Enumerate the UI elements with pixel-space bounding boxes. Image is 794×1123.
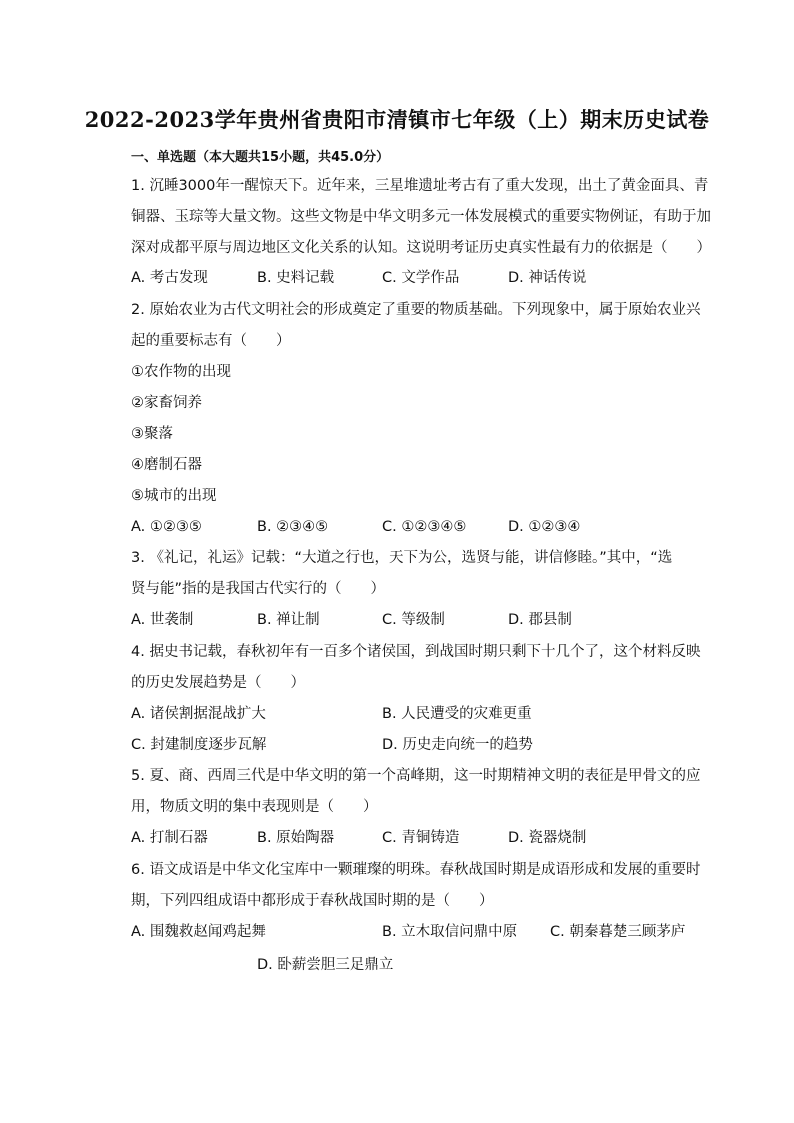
question-line: 6. 语文成语是中华文化宝库中一颗璀璨的明珠。春秋战国时期是成语形成和发展的重要时 <box>131 862 701 878</box>
question-line: 3. 《礼记，礼运》记载：“大道之行也，天下为公，选贤与能，讲信修睦。”其中，“选 <box>131 550 673 566</box>
question-line: ②家畜饲养 <box>131 395 202 411</box>
option-d[interactable]: D. 郡县制 <box>508 612 572 628</box>
question-line: 1. 沉睡3000年一醒惊天下。近年来，三星堆遗址考古有了重大发现，出土了黄金面具、青 <box>131 178 709 194</box>
option-a[interactable]: A. 围魏救赵闻鸡起舞 <box>131 924 266 940</box>
option-d[interactable]: D. ①②③④ <box>508 519 581 535</box>
option-c[interactable]: C. 等级制 <box>382 612 445 628</box>
option-a[interactable]: A. 诸侯割据混战扩大 <box>131 706 266 722</box>
option-c[interactable]: C. 朝秦暮楚三顾茅庐 <box>550 924 686 940</box>
option-a[interactable]: A. 打制石器 <box>131 830 208 846</box>
exam-title: 2022-2023学年贵州省贵阳市清镇市七年级（上）期末历史试卷 <box>84 107 710 132</box>
question-line: ①农作物的出现 <box>131 364 231 380</box>
option-c[interactable]: C. 青铜铸造 <box>382 830 460 846</box>
question-line: 期，下列四组成语中都形成于春秋战国时期的是（ ） <box>131 893 494 909</box>
option-c[interactable]: C. 文学作品 <box>382 270 460 286</box>
question-line: 深对成都平原与周边地区文化关系的认知。这说明考证历史真实性最有力的依据是（ ） <box>131 240 711 256</box>
question-line: 用，物质文明的集中表现则是（ ） <box>131 799 378 815</box>
question-line: 贤与能”指的是我国古代实行的（ ） <box>131 581 386 597</box>
option-d[interactable]: D. 瓷器烧制 <box>508 830 587 846</box>
option-d[interactable]: D. 历史走向统一的趋势 <box>382 737 533 753</box>
question-line: 的历史发展趋势是（ ） <box>131 675 305 691</box>
question-line: ④磨制石器 <box>131 457 202 473</box>
section-heading: 一、单选题（本大题共15小题，共45.0分） <box>131 150 390 165</box>
option-a[interactable]: A. 考古发现 <box>131 270 208 286</box>
option-c[interactable]: C. 封建制度逐步瓦解 <box>131 737 267 753</box>
question-line: 2. 原始农业为古代文明社会的形成奠定了重要的物质基础。下列现象中，属于原始农业兴 <box>131 302 701 318</box>
option-b[interactable]: B. 人民遭受的灾难更重 <box>382 706 532 722</box>
option-c[interactable]: C. ①②③④⑤ <box>382 519 467 535</box>
question-line: 铜器、玉琮等大量文物。这些文物是中华文明多元一体发展模式的重要实物例证，有助于加 <box>131 209 711 225</box>
option-b[interactable]: B. 立木取信问鼎中原 <box>382 924 518 940</box>
option-b[interactable]: B. 禅让制 <box>257 612 320 628</box>
option-b[interactable]: B. ②③④⑤ <box>257 519 329 535</box>
option-d[interactable]: D. 卧薪尝胆三足鼎立 <box>257 957 394 973</box>
question-line: 5. 夏、商、西周三代是中华文明的第一个高峰期，这一时期精神文明的表征是甲骨文的应 <box>131 768 701 784</box>
option-d[interactable]: D. 神话传说 <box>508 270 587 286</box>
question-line: ③聚落 <box>131 426 173 442</box>
option-b[interactable]: B. 史料记载 <box>257 270 335 286</box>
option-a[interactable]: A. 世袭制 <box>131 612 194 628</box>
option-b[interactable]: B. 原始陶器 <box>257 830 335 846</box>
question-line: ⑤城市的出现 <box>131 488 217 504</box>
question-line: 起的重要标志有（ ） <box>131 333 291 349</box>
option-a[interactable]: A. ①②③⑤ <box>131 519 202 535</box>
question-line: 4. 据史书记载，春秋初年有一百多个诸侯国，到战国时期只剩下十几个了，这个材料反映 <box>131 644 701 660</box>
